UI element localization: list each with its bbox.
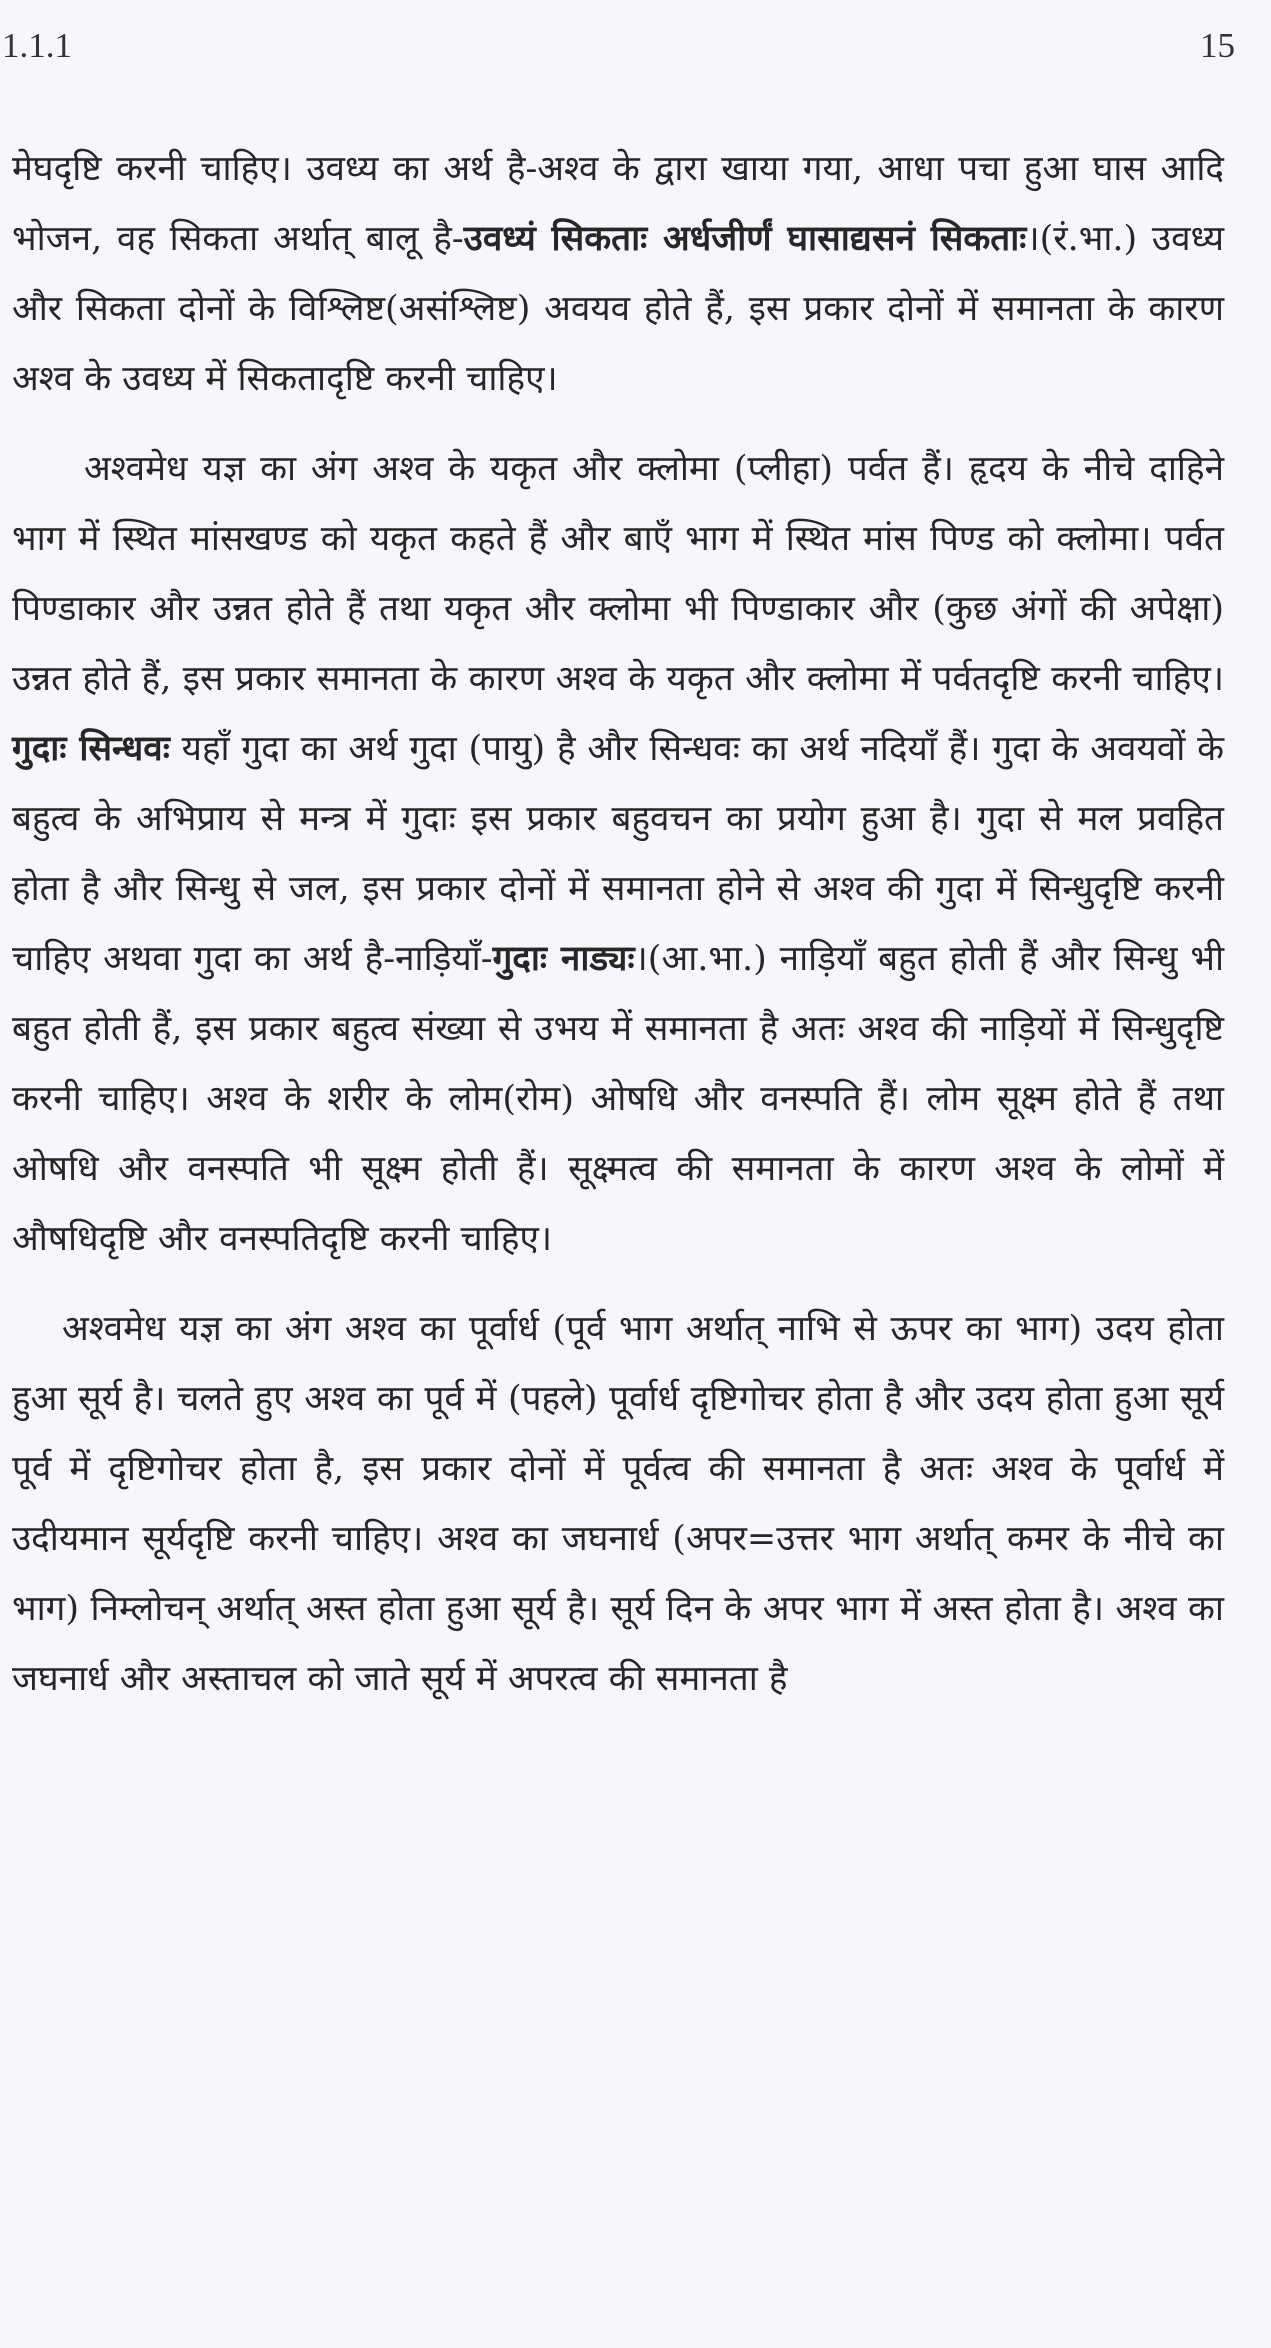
paragraph-2-text-a: अश्वमेध यज्ञ का अंग अश्व के यकृत और क्लोमा (प्लीहा) पर्वत हैं। हृदय के नीचे दाहिने भाग में स्थित मांसखण्ड को यकृत कहते हैं और बाएँ भाग में स्थित मांस पिण्ड को क्लोमा। पर्वत पिण्डाकार और उन्नत होते हैं तथा यकृत और क्लोमा भी पिण्डाकार और (कुछ अंगों की अपेक्षा) उन्नत होते हैं, इस प्रकार समानता के कारण अश्व के यकृत और क्लोमा में पर्वतदृष्टि करनी चाहिए। xyxy=(12,449,1224,699)
paragraph-2-text-c: ।(आ.भा.) नाड़ियाँ बहुत होती हैं और सिन्धु भी बहुत होती हैं, इस प्रकार बहुत्व संख्या से उभय में समानता है अतः अश्व की नाड़ियों में सिन्धुदृष्टि करनी चाहिए। अश्व के शरीर के लोम(रोम) ओषधि और वनस्पति हैं। लोम सूक्ष्म होते हैं तथा ओषधि और वनस्पति भी सूक्ष्म होती हैं। सूक्ष्मत्व की समानता के कारण अश्व के लोमों में औषधिदृष्टि और वनस्पतिदृष्टि करनी चाहिए। xyxy=(12,939,1225,1259)
paragraph-1-text-b: ।(रं.भा.) उवध्य और सिकता दोनों के विश्लिष्ट(असंश्लिष्ट) अवयव होते हैं, इस प्रकार दोनों में समानता के कारण अश्व के उवध्य में सिकतादृष्टि करनी चाहिए। xyxy=(12,219,1224,399)
page-body xyxy=(12,134,1224,1734)
paragraph-1 xyxy=(12,134,1224,414)
paragraph-3 xyxy=(12,1294,1224,1714)
paragraph-1-text-a: मेघदृष्टि करनी चाहिए। उवध्य का अर्थ है-अश्व के द्वारा खाया गया, आधा पचा हुआ घास आदि भोजन, वह सिकता अर्थात् बालू है- xyxy=(12,149,1224,259)
paragraph-3-text: अश्वमेध यज्ञ का अंग अश्व का पूर्वार्ध (पूर्व भाग अर्थात् नाभि से ऊपर का भाग) उदय होता हुआ सूर्य है। चलते हुए अश्व का पूर्व में (पहले) पूर्वार्ध दृष्टिगोचर होता है और उदय होता हुआ सूर्य पूर्व में दृष्टिगोचर होता है, इस प्रकार दोनों में पूर्वत्व की समानता है अतः अश्व के पूर्वार्ध में उदीयमान सूर्यदृष्टि करनी चाहिए। अश्व का जघनार्ध (अपर=उत्तर भाग अर्थात् कमर के नीचे का भाग) निम्लोचन् अर्थात् अस्त होता हुआ सूर्य है। सूर्य दिन के अपर भाग में अस्त होता है। अश्व का जघनार्ध और अस्ताचल को जाते सूर्य में अपरत्व की समानता है xyxy=(12,1309,1224,1699)
paragraph-2 xyxy=(12,434,1224,1274)
paragraph-1-quote: उवध्यं सिकताः अर्धजीर्णं घासाद्यसनं सिकताः xyxy=(463,218,1027,259)
section-number: 1.1.1 xyxy=(2,26,72,65)
page-number: 15 xyxy=(1200,26,1235,65)
paragraph-2-text-b: यहाँ गुदा का अर्थ गुदा (पायु) है और सिन्धवः का अर्थ नदियाँ हैं। गुदा के अवयवों के बहुत्व के अभिप्राय से मन्त्र में गुदाः इस प्रकार बहुवचन का प्रयोग हुआ है। गुदा से मल प्रवहित होता है और सिन्धु से जल, इस प्रकार दोनों में समानता होने से अश्व की गुदा में सिन्धुदृष्टि करनी चाहिए अथवा गुदा का अर्थ है-नाड़ियाँ- xyxy=(12,729,1225,979)
paragraph-2-quote-b: गुदाः नाड्यः xyxy=(492,938,635,979)
paragraph-2-quote-a: गुदाः सिन्धवः xyxy=(12,728,170,769)
